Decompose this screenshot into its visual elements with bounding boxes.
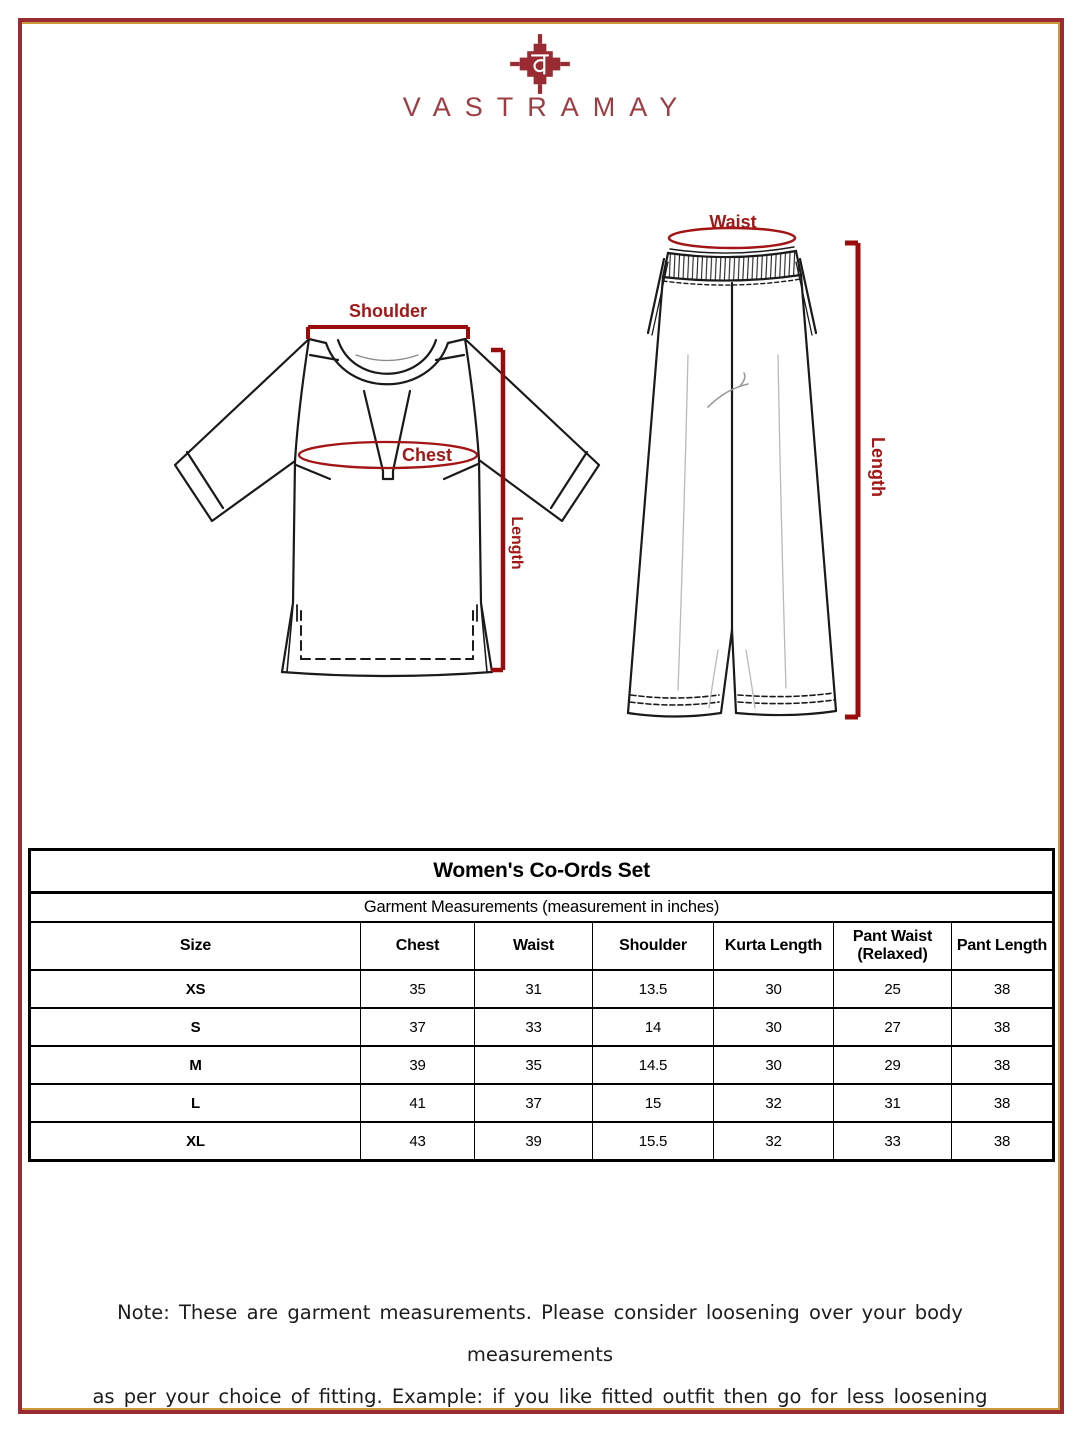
kurta-length-label: Length — [508, 516, 525, 570]
cell-waist: 39 — [475, 1122, 593, 1161]
cell-pant-waist: 25 — [834, 970, 952, 1008]
vastramay-logo-icon — [508, 30, 572, 98]
page-border — [18, 18, 1064, 1414]
note-line-1: Note: These are garment measurements. Please consider loosening over your body measurements — [117, 1301, 963, 1366]
brand-wordmark: VASTRAMAY — [402, 92, 692, 122]
column-header-chest: Chest — [361, 922, 475, 970]
table-header-row — [30, 922, 1054, 970]
column-header-size: Size — [30, 922, 361, 970]
cell-waist: 35 — [475, 1046, 593, 1084]
cell-kurta-length: 30 — [714, 970, 834, 1008]
cell-chest: 41 — [361, 1084, 475, 1122]
cell-size: S — [30, 1008, 361, 1046]
cell-chest: 37 — [361, 1008, 475, 1046]
cell-chest: 35 — [361, 970, 475, 1008]
cell-size: XS — [30, 970, 361, 1008]
table-title: Women's Co-Ords Set — [433, 859, 650, 882]
kurta-shoulder-label: Shoulder — [348, 301, 428, 321]
measurement-note — [40, 1292, 1040, 1418]
table-subtitle: Garment Measurements (measurement in inches) — [30, 893, 1054, 923]
cell-pant-waist: 27 — [834, 1008, 952, 1046]
cell-pant-length: 38 — [952, 970, 1054, 1008]
cell-size: L — [30, 1084, 361, 1122]
cell-waist: 33 — [475, 1008, 593, 1046]
cell-kurta-length: 32 — [714, 1084, 834, 1122]
cell-size: XL — [30, 1122, 361, 1161]
table-row-s — [30, 1008, 1054, 1046]
cell-pant-length: 38 — [952, 1122, 1054, 1161]
pants-length-label: Length — [868, 437, 888, 497]
table-row-xl — [30, 1122, 1054, 1161]
cell-pant-length: 38 — [952, 1084, 1054, 1122]
table-subtitle-row — [30, 893, 1054, 923]
kurta-chest-label: Chest — [401, 445, 453, 465]
column-header-kurta-length: Kurta Length — [714, 922, 834, 970]
cell-shoulder: 15 — [593, 1084, 714, 1122]
column-header-shoulder: Shoulder — [593, 922, 714, 970]
cell-chest: 39 — [361, 1046, 475, 1084]
cell-shoulder: 14.5 — [593, 1046, 714, 1084]
cell-pant-waist: 33 — [834, 1122, 952, 1161]
cell-shoulder: 15.5 — [593, 1122, 714, 1161]
cell-shoulder: 14 — [593, 1008, 714, 1046]
cell-pant-length: 38 — [952, 1046, 1054, 1084]
pants-waist-label: Waist — [709, 212, 757, 232]
cell-pant-waist: 29 — [834, 1046, 952, 1084]
cell-kurta-length: 32 — [714, 1122, 834, 1161]
kurta-diagram — [160, 293, 610, 693]
note-line-2: as per your choice of fitting. Example: if you like fitted outfit then go for less loosening — [92, 1385, 988, 1408]
cell-waist: 31 — [475, 970, 593, 1008]
size-chart-table — [28, 848, 1055, 1162]
pants-diagram — [600, 205, 890, 735]
cell-pant-length: 38 — [952, 1008, 1054, 1046]
column-header-pant-length: Pant Length — [952, 922, 1054, 970]
column-header-pant-waist: Pant Waist (Relaxed) — [834, 922, 952, 970]
cell-size: M — [30, 1046, 361, 1084]
table-row-m — [30, 1046, 1054, 1084]
table-row-xs — [30, 970, 1054, 1008]
table-title-row — [30, 850, 1054, 893]
cell-waist: 37 — [475, 1084, 593, 1122]
cell-kurta-length: 30 — [714, 1046, 834, 1084]
cell-pant-waist: 31 — [834, 1084, 952, 1122]
cell-chest: 43 — [361, 1122, 475, 1161]
table-row-l — [30, 1084, 1054, 1122]
cell-shoulder: 13.5 — [593, 970, 714, 1008]
column-header-waist: Waist — [475, 922, 593, 970]
cell-kurta-length: 30 — [714, 1008, 834, 1046]
